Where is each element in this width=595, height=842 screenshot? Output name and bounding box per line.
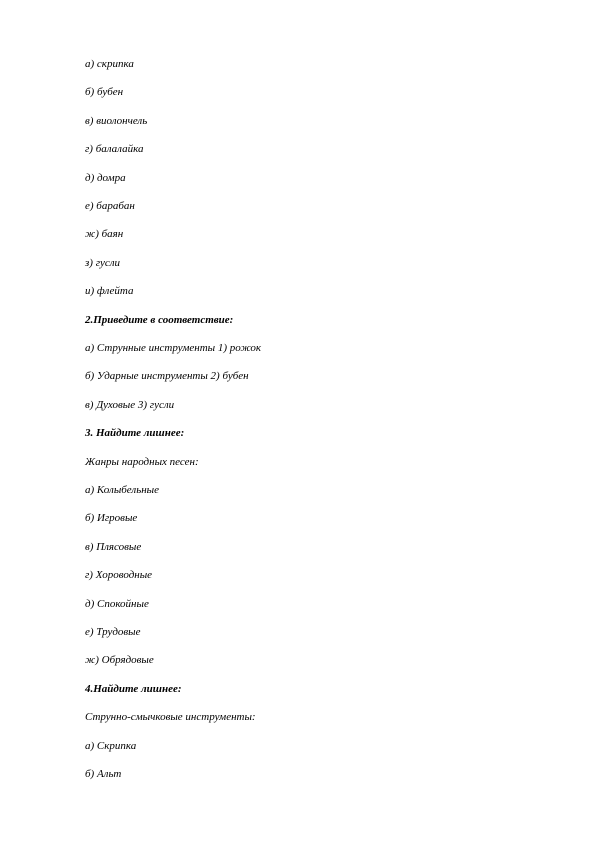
list-item: и) флейта <box>85 285 134 297</box>
list-item: в) Плясовые <box>85 541 142 553</box>
list-item: е) Трудовые <box>85 626 141 638</box>
list-item: в) Духовые 3) гусли <box>85 399 175 411</box>
list-item: а) Струнные инструменты 1) рожок <box>85 342 262 354</box>
list-item: а) скрипка <box>85 58 134 70</box>
list-item: а) Колыбельные <box>85 484 160 496</box>
list-item: ж) Обрядовые <box>85 654 154 666</box>
list-item: з) гусли <box>85 257 121 269</box>
list-item: б) Альт <box>85 768 122 780</box>
list-item: д) домра <box>85 172 126 184</box>
question-heading: 3. Найдите лишнее: <box>85 427 185 439</box>
question-subheading: Струнно-смычковые инструменты: <box>85 711 256 723</box>
question-subheading: Жанры народных песен: <box>85 456 199 468</box>
list-item: г) балалайка <box>85 143 144 155</box>
list-item: г) Хороводные <box>85 569 153 581</box>
list-item: е) барабан <box>85 200 135 212</box>
list-item: д) Спокойные <box>85 598 149 610</box>
list-item: б) Игровые <box>85 512 138 524</box>
list-item: ж) баян <box>85 228 124 240</box>
list-item: в) виолончель <box>85 115 148 127</box>
list-item: б) Ударные инструменты 2) бубен <box>85 370 249 382</box>
question-heading: 2.Приведите в соответствие: <box>85 314 234 326</box>
list-item: а) Скрипка <box>85 740 137 752</box>
list-item: б) бубен <box>85 86 124 98</box>
question-heading: 4.Найдите лишнее: <box>85 683 182 695</box>
